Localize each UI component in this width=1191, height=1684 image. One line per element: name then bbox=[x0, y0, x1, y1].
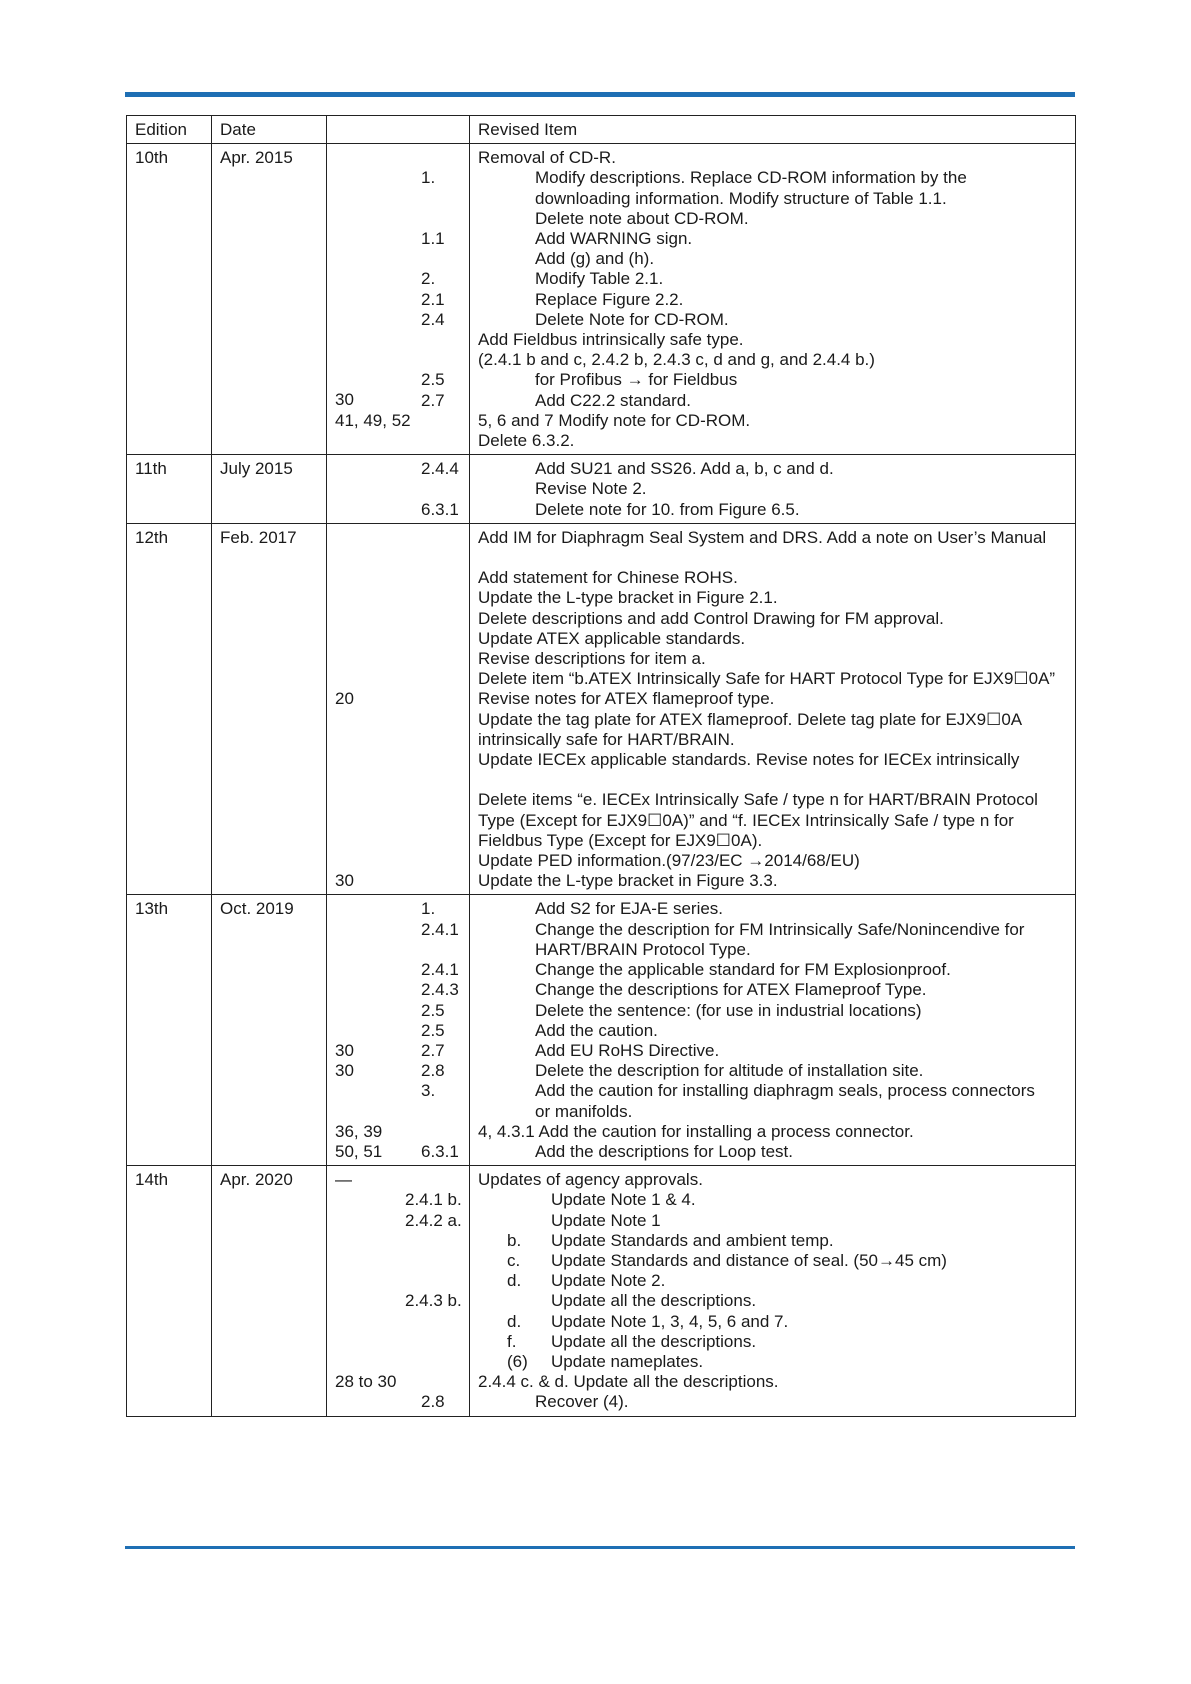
revision-line: 3. Add the caution for installing diaphragm seals, process connectors bbox=[421, 1081, 1035, 1101]
revision-section-number: 2.4.1 bbox=[421, 960, 459, 980]
revision-section-number: 2.5 bbox=[421, 1020, 445, 1040]
revision-line: Update ATEX applicable standards. bbox=[478, 628, 746, 648]
page-ref bbox=[335, 730, 461, 750]
revision-line: Fieldbus Type (Except for EJX9☐0A). bbox=[478, 830, 763, 850]
revision-line: 5, 6 and 7 Modify note for CD-ROM. bbox=[478, 410, 751, 430]
revision-line: Update IECEx applicable standards. Revise notes for IECEx intrinsically bbox=[478, 750, 1020, 770]
page-ref bbox=[335, 1352, 461, 1372]
revision-line: Revise descriptions for item a. bbox=[478, 649, 706, 669]
page-ref: 28 to 30 bbox=[335, 1372, 397, 1392]
page-ref bbox=[335, 209, 461, 229]
page-ref bbox=[335, 189, 461, 209]
page-ref: 36, 39 bbox=[335, 1121, 383, 1141]
page-ref bbox=[335, 940, 461, 960]
page-ref bbox=[335, 568, 461, 588]
page-ref bbox=[335, 269, 461, 289]
revision-line: 2. Modify Table 2.1. bbox=[421, 269, 664, 289]
revision-line: 6.3.1 Add the descriptions for Loop test. bbox=[421, 1141, 793, 1161]
revision-section-number: 6.3.1 bbox=[421, 1141, 459, 1161]
page-ref bbox=[335, 770, 461, 790]
page-ref bbox=[335, 629, 461, 649]
revision-line: 2.4.1 Change the applicable standard for FM Explosionproof. bbox=[421, 960, 951, 980]
page-ref bbox=[335, 899, 461, 919]
page-ref bbox=[335, 588, 461, 608]
revision-line: 2.5 Delete the sentence: (for use in industrial locations) bbox=[421, 1000, 922, 1020]
revision-section-number: 2.8 bbox=[421, 1392, 445, 1412]
revised-item-cell bbox=[421, 144, 1076, 455]
revised-item-cell bbox=[405, 1166, 1076, 1416]
revision-line: 1. Add S2 for EJA-E series. bbox=[421, 899, 724, 919]
edition-cell: 10th bbox=[127, 144, 212, 455]
revision-subitem-label: d. bbox=[507, 1311, 522, 1331]
date-cell: Feb. 2017 bbox=[212, 523, 327, 895]
revision-line: b. Update Standards and ambient temp. bbox=[507, 1230, 834, 1250]
page-ref: — bbox=[335, 1170, 352, 1190]
date-cell: Apr. 2020 bbox=[212, 1166, 327, 1416]
revised-item-cell bbox=[421, 455, 1076, 524]
revision-line: Delete item “b.ATEX Intrinsically Safe for HART Protocol Type for EJX9☐0A” bbox=[478, 669, 1056, 689]
revision-line: Add IM for Diaphragm Seal System and DRS. Add a note on User’s Manual bbox=[478, 527, 1047, 547]
table-row bbox=[127, 455, 1076, 524]
page-ref bbox=[335, 168, 461, 188]
revision-line: downloading information. Modify structure of Table 1.1. bbox=[535, 188, 947, 208]
revision-line: 2.4.3 b. Update all the descriptions. bbox=[405, 1291, 757, 1311]
revision-line: or manifolds. bbox=[535, 1101, 633, 1121]
revision-line: d. Update Note 1, 3, 4, 5, 6 and 7. bbox=[507, 1311, 789, 1331]
table-header-row bbox=[127, 116, 1076, 144]
revision-line: (2.4.1 b and c, 2.4.2 b, 2.4.3 c, d and g, and 2.4.4 b.) bbox=[478, 350, 875, 370]
header-pages bbox=[327, 116, 470, 144]
revision-section-number: 2.4.2 a. bbox=[405, 1210, 462, 1230]
edition-cell: 14th bbox=[127, 1166, 212, 1416]
table-body bbox=[127, 144, 1076, 1416]
revision-line: 1. Modify descriptions. Replace CD-ROM information by the bbox=[421, 168, 967, 188]
date-cell: Oct. 2019 bbox=[212, 895, 327, 1166]
page-ref: 41, 49, 52 bbox=[335, 410, 411, 430]
page-ref bbox=[335, 1081, 461, 1101]
revision-line: Delete 6.3.2. bbox=[478, 431, 575, 451]
revision-section-number: 2. bbox=[421, 269, 436, 289]
revision-section-number: 2.1 bbox=[421, 289, 445, 309]
revision-line: Revise Note 2. bbox=[535, 479, 647, 499]
revision-line: Type (Except for EJX9☐0A)” and “f. IECEx Intrinsically Safe / type n for bbox=[478, 810, 1014, 830]
table-row bbox=[127, 895, 1076, 1166]
revision-line: 6.3.1 Delete note for 10. from Figure 6.5. bbox=[421, 499, 800, 519]
revision-line: Add (g) and (h). bbox=[535, 249, 655, 269]
revision-subitem-label: (6) bbox=[507, 1351, 528, 1371]
revision-line bbox=[478, 770, 1067, 790]
page-ref bbox=[335, 350, 461, 370]
revision-line: 2.1 Replace Figure 2.2. bbox=[421, 289, 684, 309]
page-ref bbox=[335, 851, 461, 871]
revision-line: 2.5 for Profibus → for Fieldbus bbox=[421, 370, 738, 390]
revision-history-table bbox=[126, 115, 1076, 1417]
page-ref bbox=[335, 1251, 461, 1271]
page-ref bbox=[335, 790, 461, 810]
table-row bbox=[127, 144, 1076, 455]
revision-line: Updates of agency approvals. bbox=[478, 1170, 703, 1190]
page-ref bbox=[335, 1101, 461, 1121]
revision-line: Update the L-type bracket in Figure 2.1. bbox=[478, 588, 778, 608]
revision-subitem-label: c. bbox=[507, 1250, 521, 1270]
revision-section-number: 2.4.3 b. bbox=[405, 1291, 462, 1311]
revision-section-number: 1. bbox=[421, 168, 436, 188]
page-ref bbox=[335, 330, 461, 350]
page-ref bbox=[335, 1231, 461, 1251]
revised-item-cell bbox=[421, 895, 1076, 1166]
revision-section-number: 2.4.1 b. bbox=[405, 1190, 462, 1210]
revision-line: 2.4.1 Change the description for FM Intrinsically Safe/Nonincendive for bbox=[421, 919, 1025, 939]
revision-section-number: 2.4.1 bbox=[421, 919, 459, 939]
edition-cell: 11th bbox=[127, 455, 212, 524]
page-ref: 30 bbox=[335, 871, 354, 891]
revision-section-number: 2.5 bbox=[421, 1000, 445, 1020]
revision-section-number: 6.3.1 bbox=[421, 499, 459, 519]
revision-line: Delete note about CD-ROM. bbox=[535, 208, 749, 228]
date-cell: July 2015 bbox=[212, 455, 327, 524]
revision-subitem-label: d. bbox=[507, 1271, 522, 1291]
revision-line bbox=[478, 548, 1067, 568]
revision-line: HART/BRAIN Protocol Type. bbox=[535, 939, 751, 959]
page-ref bbox=[335, 649, 461, 669]
revision-line: Revise notes for ATEX flameproof type. bbox=[478, 689, 775, 709]
page-ref bbox=[335, 548, 461, 568]
revision-line: Add statement for Chinese ROHS. bbox=[478, 568, 738, 588]
revised-item-cell bbox=[470, 523, 1076, 895]
header-edition: Edition bbox=[127, 116, 212, 144]
revision-section-number: 2.4.4 bbox=[421, 459, 459, 479]
revision-section-number: 2.7 bbox=[421, 1040, 445, 1060]
revision-subitem-label: b. bbox=[507, 1230, 522, 1250]
revision-line: Delete descriptions and add Control Drawing for FM approval. bbox=[478, 608, 944, 628]
revision-line: Update PED information.(97/23/EC →2014/68/EU) bbox=[478, 851, 860, 871]
revision-line: 2.8 Delete the description for altitude of installation site. bbox=[421, 1061, 924, 1081]
header-revised-item: Revised Item bbox=[470, 116, 1076, 144]
revision-line: 1.1 Add WARNING sign. bbox=[421, 229, 693, 249]
page-ref bbox=[335, 831, 461, 851]
page-ref bbox=[335, 710, 461, 730]
revision-line: intrinsically safe for HART/BRAIN. bbox=[478, 729, 735, 749]
revision-line: Delete items “e. IECEx Intrinsically Safe / type n for HART/BRAIN Protocol bbox=[478, 790, 1038, 810]
page-ref bbox=[335, 1271, 461, 1291]
page-ref bbox=[335, 750, 461, 770]
date-cell: Apr. 2015 bbox=[212, 144, 327, 455]
revision-line: 2.4 Delete Note for CD-ROM. bbox=[421, 309, 729, 329]
page-ref bbox=[335, 811, 461, 831]
header-date: Date bbox=[212, 116, 327, 144]
revision-line: 2.5 Add the caution. bbox=[421, 1020, 658, 1040]
page-ref bbox=[335, 669, 461, 689]
revision-line: 2.7 Add C22.2 standard. bbox=[421, 390, 691, 410]
revision-line: 2.4.3 Change the descriptions for ATEX Flameproof Type. bbox=[421, 980, 927, 1000]
page-ref: 30 bbox=[335, 1040, 354, 1060]
revision-section-number: 3. bbox=[421, 1081, 436, 1101]
page-ref: 30 bbox=[335, 390, 354, 410]
page-ref bbox=[335, 148, 461, 168]
table-row bbox=[127, 1166, 1076, 1416]
revision-line: Update the L-type bracket in Figure 3.3. bbox=[478, 871, 778, 891]
revision-subitem-label: f. bbox=[507, 1331, 517, 1351]
revision-line: 2.8 Recover (4). bbox=[421, 1392, 629, 1412]
revision-section-number: 1. bbox=[421, 899, 436, 919]
page-ref: 30 bbox=[335, 1061, 354, 1080]
page-ref bbox=[335, 609, 461, 629]
page-ref bbox=[335, 1311, 461, 1331]
revision-section-number: 2.5 bbox=[421, 370, 445, 390]
page-ref bbox=[335, 528, 461, 548]
page-ref: 50, 51 bbox=[335, 1141, 383, 1161]
pages-cell bbox=[327, 144, 470, 455]
revision-line: (6) Update nameplates. bbox=[507, 1351, 704, 1371]
revision-line: f. Update all the descriptions. bbox=[507, 1331, 757, 1351]
page-ref bbox=[335, 1332, 461, 1352]
revision-section-number: 2.7 bbox=[421, 390, 445, 410]
pages-cell bbox=[327, 523, 470, 895]
revision-section-number: 2.4 bbox=[421, 309, 445, 329]
revision-line: 2.4.4 c. & d. Update all the descriptions. bbox=[478, 1372, 779, 1392]
revision-line: Add Fieldbus intrinsically safe type. bbox=[478, 330, 744, 350]
revision-line: c. Update Standards and distance of seal. (50→45 cm) bbox=[507, 1250, 947, 1270]
edition-cell: 12th bbox=[127, 523, 212, 895]
page-ref: 20 bbox=[335, 689, 354, 709]
page-ref bbox=[335, 249, 461, 269]
revision-section-number: 2.8 bbox=[421, 1061, 445, 1081]
revision-line: 2.4.4 Add SU21 and SS26. Add a, b, c and d. bbox=[421, 459, 834, 479]
revision-line: 2.7 Add EU RoHS Directive. bbox=[421, 1040, 720, 1060]
revision-line: Removal of CD-R. bbox=[478, 148, 616, 168]
revision-line: 2.4.2 a. Update Note 1 bbox=[405, 1210, 661, 1230]
bottom-rule bbox=[125, 1546, 1075, 1549]
revision-line: d. Update Note 2. bbox=[507, 1271, 666, 1291]
revision-line: 2.4.1 b. Update Note 1 & 4. bbox=[405, 1190, 696, 1210]
revision-line: Update the tag plate for ATEX flameproof. Delete tag plate for EJX9☐0A bbox=[478, 709, 1023, 729]
edition-cell: 13th bbox=[127, 895, 212, 1166]
revision-section-number: 2.4.3 bbox=[421, 980, 459, 1000]
revision-section-number: 1.1 bbox=[421, 229, 445, 249]
revision-line: 4, 4.3.1 Add the caution for installing a process connector. bbox=[478, 1121, 914, 1141]
table-row bbox=[127, 523, 1076, 895]
top-rule bbox=[125, 92, 1075, 97]
